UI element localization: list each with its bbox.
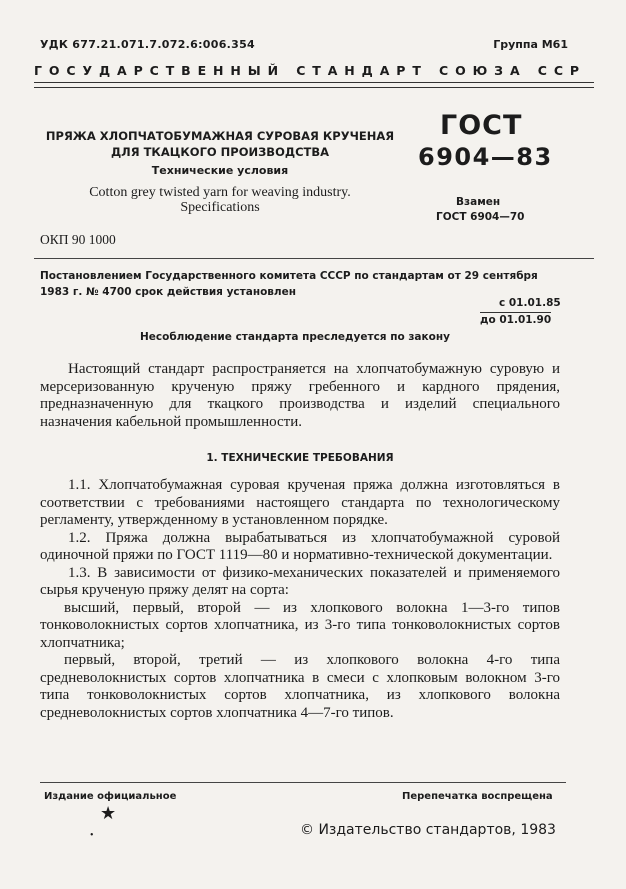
section-divider <box>34 258 594 259</box>
title-line-1: ПРЯЖА ХЛОПЧАТОБУМАЖНАЯ СУРОВАЯ КРУЧЕНАЯ <box>45 129 395 143</box>
english-title <box>40 185 400 215</box>
paragraph-1-3: 1.3. В зависимости от физико-механических показателей и применяемого сырья крученую пряжу делят на сорта: <box>40 564 560 598</box>
edition-label: Издание официальное <box>44 791 177 802</box>
dot-mark: • <box>90 830 94 841</box>
okp-code: ОКП 90 1000 <box>40 232 116 247</box>
paragraph-1-1: 1.1. Хлопчатобумажная суровая крученая пряжа должна изготовляться в соответствии с требованиями настоящего стандарта по технологическому регламенту, утвержденному в установленном порядке. <box>40 477 560 528</box>
replaced-standard: ГОСТ 6904—70 <box>436 211 525 223</box>
group-code: Группа М61 <box>493 38 568 51</box>
udk-code: УДК 677.21.071.7.072.6:006.354 <box>40 38 255 51</box>
section-title: 1. ТЕХНИЧЕСКИЕ ТРЕБОВАНИЯ <box>206 452 394 464</box>
legal-warning: Несоблюдение стандарта преследуется по закону <box>140 331 450 343</box>
replaces-label: Взамен <box>456 196 501 208</box>
english-title-line-2: Specifications <box>180 200 260 215</box>
section-body <box>40 477 560 722</box>
intro-block <box>40 361 560 431</box>
banner-title: ГОСУДАРСТВЕННЫЙ СТАНДАРТ СОЮЗА ССР <box>34 63 586 78</box>
grade-list-item-1: высший, первый, второй — из хлопкового волокна 1—3-го типов тонковолокнистых сортов хлопчатника, из 3-го типа тонковолокнистых сортов хлопчатника; <box>40 599 560 651</box>
copyright-notice: © Издательство стандартов, 1983 <box>300 822 556 838</box>
star-icon: ★ <box>100 803 117 823</box>
decree-text: Постановлением Государственного комитета СССР по стандартам от 29 сентября 1983 г. № 4700 срок действия установлен <box>40 270 538 298</box>
header-divider <box>34 82 594 88</box>
effective-date-to: до 01.01.90 <box>480 314 552 326</box>
document-title <box>40 128 400 160</box>
grade-list-item-2: первый, второй, третий — из хлопкового волокна 4-го типа средневолокнистых сортов хлопчатника в смеси с хлопковым волокном 3-го типа тонковолокнистых сортов хлопчатника, из хлопкового волокна средневолокнистых сортов хлопчатника 4—7-го типов. <box>40 652 560 721</box>
effective-date-from: с 01.01.85 <box>499 297 561 309</box>
footer-divider <box>40 782 566 783</box>
title-line-2: ДЛЯ ТКАЦКОГО ПРОИЗВОДСТВА <box>110 145 330 159</box>
gost-label: ГОСТ <box>440 110 523 141</box>
paragraph-1-2: 1.2. Пряжа должна вырабатываться из хлопчатобумажной суровой одиночной пряжи по ГОСТ 1119—80 и нормативно-технической документации. <box>40 529 560 563</box>
gost-number: 6904—83 <box>418 143 553 171</box>
reprint-notice: Перепечатка воспрещена <box>402 791 553 802</box>
intro-paragraph: Настоящий стандарт распространяется на хлопчатобумажную суровую и мерсеризованную крученую пряжу гребенного и кардного прядения, предназначенную для ткацкого производства и изделий специального назначения кабельной промышленности. <box>40 361 560 430</box>
document-subtitle: Технические условия <box>151 164 289 177</box>
english-title-line-1: Cotton grey twisted yarn for weaving industry. <box>89 185 351 200</box>
